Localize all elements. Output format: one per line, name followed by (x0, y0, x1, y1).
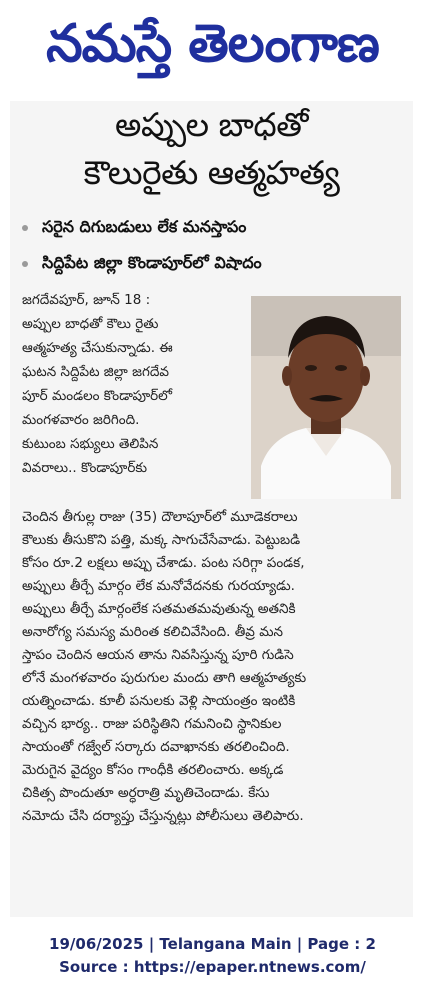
body-line: వివరాలు.. కొండాపూర్‌కు (22, 460, 148, 476)
headline-line-2: కౌలురైతు ఆత్మహత్య (83, 153, 340, 192)
body-line: ఘటన సిద్దిపేట జిల్లా జగదేవ (22, 364, 169, 380)
headline-line-1: అప్పుల బాధతో (115, 105, 308, 144)
body-line: యత్నించాడు. కూలీ పనులకు వెళ్లి సాయంత్రం ఇంటికి (22, 693, 296, 709)
sub-headline (22, 210, 402, 246)
body-line: అప్పుల బాధతో కౌలు రైతు (22, 316, 159, 332)
body-line: ఆత్మహత్య చేసుకున్నాడు. ఈ (22, 340, 173, 356)
sub-headline-text: సిద్దిపేట జిల్లా కొండాపూర్‌లో విషాదం (42, 252, 262, 272)
farmer-photo (251, 296, 401, 499)
body-line: అప్పులు తీర్చే మార్గంలేక సతమతమవుతున్న అతనికి (22, 601, 296, 617)
body-line: లోనే మంగళవారం పురుగుల మందు తాగి ఆత్మహత్యకు (22, 670, 307, 686)
body-line: చికిత్స పొందుతూ అర్ధరాత్రి మృతిచెందాడు. కేసు (22, 785, 270, 801)
source-link[interactable]: Source : https://epaper.ntnews.com/ (59, 958, 366, 976)
body-line: చెందిన తీగుల్ల రాజు (35) దౌలాపూర్‌లో మూడెకరాలు (22, 509, 298, 525)
body-line: నమోదు చేసి దర్యాప్తు చేస్తున్నట్లు పోలీసులు తెలిపారు. (22, 808, 304, 824)
body-line: స్తాపం చెందిన ఆయన తాను నివసిస్తున్న పూరి గుడిసె (22, 647, 294, 663)
body-line: పూర్‌ మండలం కొండాపూర్‌లో (22, 388, 173, 404)
sub-headlines (22, 210, 402, 282)
body-line: మెరుగైన వైద్యం కోసం గాంధీకి తరలించారు. అక్కడ (22, 762, 284, 778)
body-line: వచ్చిన భార్య.. రాజు పరిస్థితిని గమనించి స్థానికుల (22, 716, 282, 732)
body-line: కౌలుకు తీసుకొని పత్తి, మక్క సాగుచేసేవాడు. పెట్టుబడి (22, 532, 301, 548)
masthead (0, 0, 425, 100)
body-line: అనారోగ్య సమస్య మరింత కలిచివేసింది. తీవ్ర మన (22, 624, 283, 640)
body-line: సాయంతో గజ్వేల్‌ సర్కారు దవాఖానకు తరలించింది. (22, 739, 290, 755)
body-line: కోసం రూ.2 లక్షలు అప్పు చేశాడు. పంట సరిగ్గా పండక, (22, 555, 305, 571)
body-line: మంగళవారం జరిగింది. (22, 412, 140, 428)
sub-headline-text: సరైన దిగుబడులు లేక మనస్తాపం (42, 216, 247, 236)
edition-info: 19/06/2025 | Telangana Main | Page : 2 (49, 935, 376, 953)
body-line: కుటుంబ సభ్యులు తెలిపిన (22, 436, 159, 452)
portrait-photo-icon (251, 296, 401, 499)
body-line: జగదేవపూర్‌, జూన్‌ 18 : (22, 292, 151, 308)
newspaper-title: నమస్తే తెలంగాణ (46, 13, 379, 74)
bullet-dot-icon (22, 225, 28, 231)
sub-headline (22, 246, 402, 282)
body-line: అప్పులు తీర్చే మార్గం లేక మనోవేదనకు గురయ్యాడు. (22, 578, 295, 594)
article-clipping (10, 101, 413, 917)
bullet-dot-icon (22, 261, 28, 267)
